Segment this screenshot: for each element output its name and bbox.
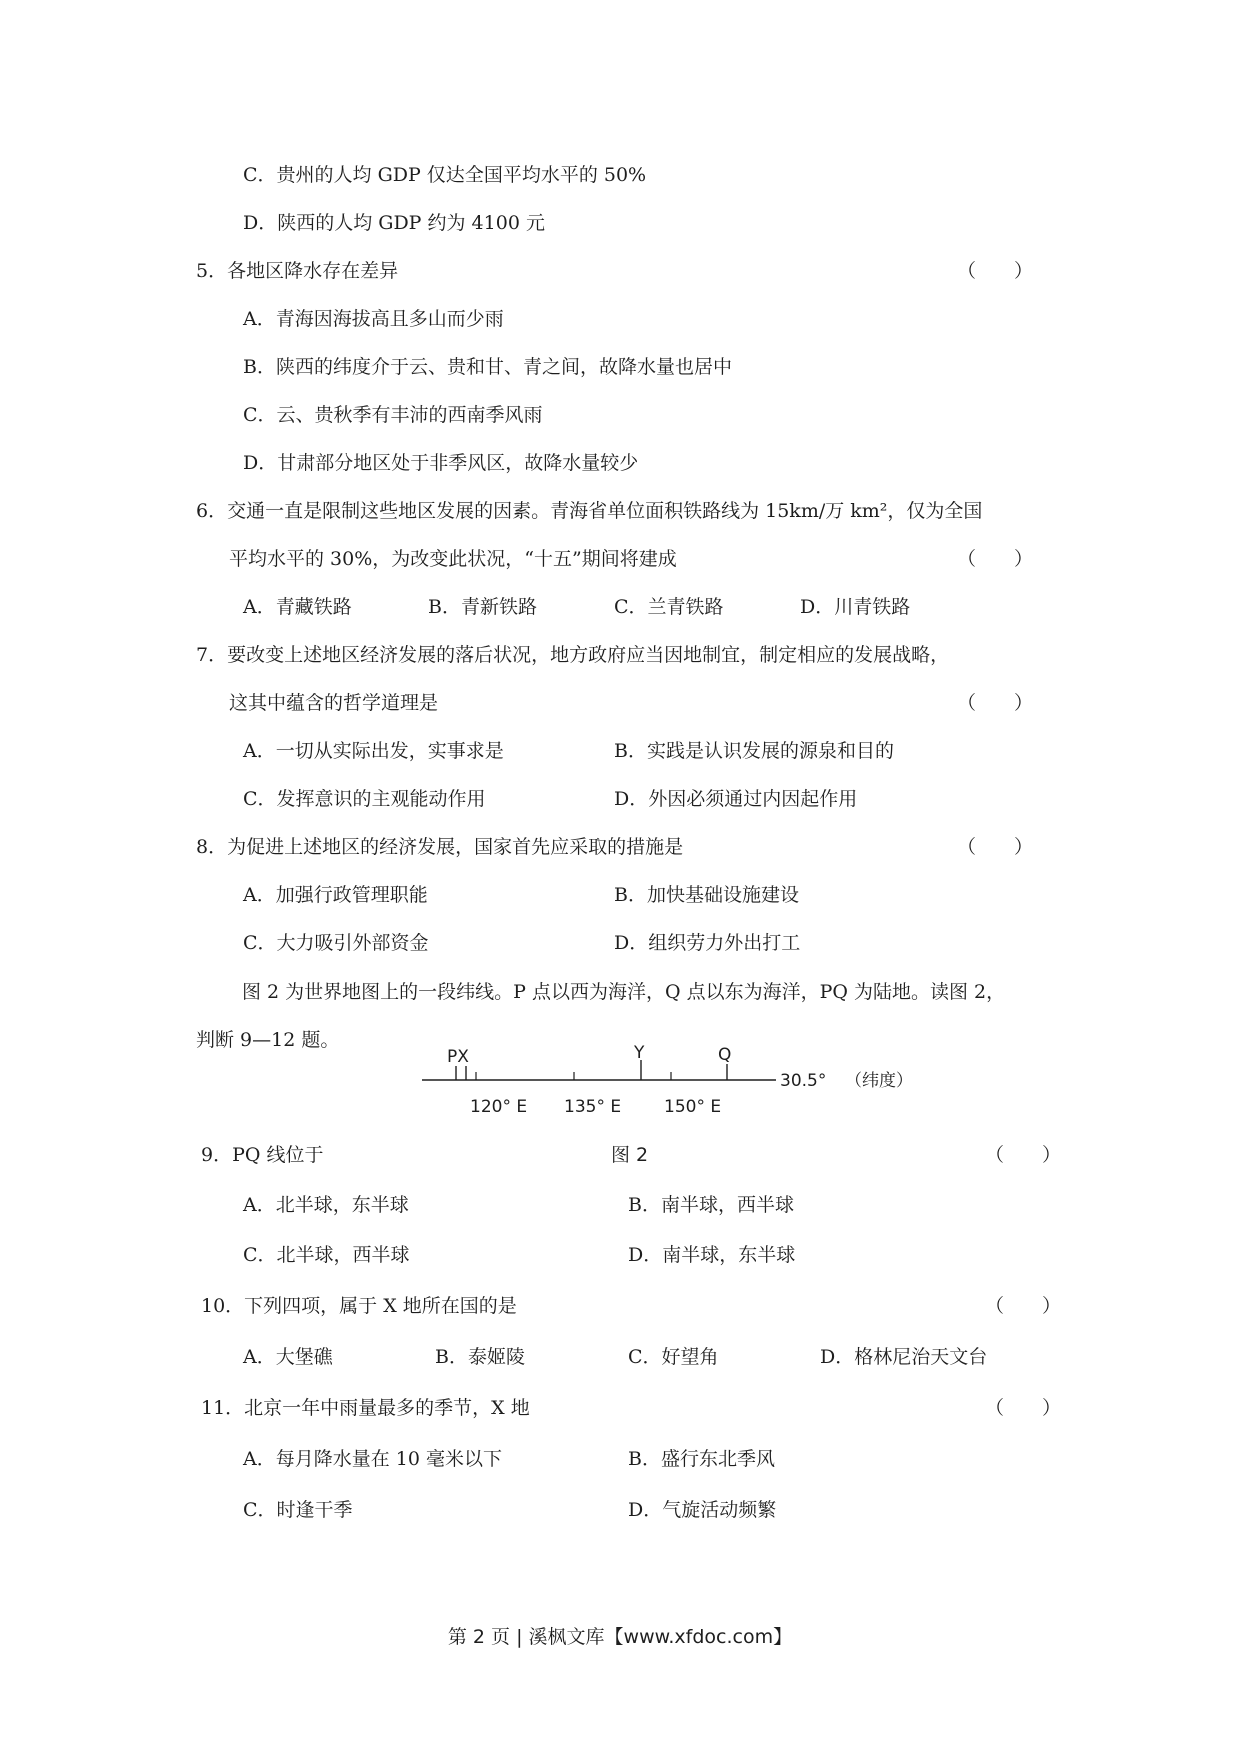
q4-option-c: C．贵州的人均 GDP 仅达全国平均水平的 50% (243, 164, 647, 186)
q6-stem-line1: 6．交通一直是限制这些地区发展的因素。青海省单位面积铁路线为 15km/万 km²，仅为全国 (196, 500, 983, 522)
q6-option-d: D．川青铁路 (800, 596, 911, 618)
page-footer: 第 2 页 | 溪枫文库【www.xfdoc.com】 (447, 1626, 793, 1648)
q5-option-b: B．陕西的纬度介于云、贵和甘、青之间，故降水量也居中 (243, 356, 732, 378)
q7-option-c: C．发挥意识的主观能动作用 (243, 788, 486, 810)
q10-option-c: C．好望角 (628, 1346, 719, 1368)
q7-stem-line1: 7．要改变上述地区经济发展的落后状况，地方政府应当因地制宜，制定相应的发展战略， (196, 644, 950, 666)
q9-option-c: C．北半球，西半球 (243, 1244, 410, 1266)
figure-intro-line1: 图 2 为世界地图上的一段纬线。P 点以西为海洋，Q 点以东为海洋，PQ 为陆地。读图 2， (242, 981, 1006, 1003)
q5-option-c: C．云、贵秋季有丰沛的西南季风雨 (243, 404, 543, 426)
label-135e: 135° E (564, 1097, 622, 1117)
q9-option-b: B．南半球，西半球 (628, 1194, 794, 1216)
q9-option-d: D．南半球，东半球 (628, 1244, 796, 1266)
q11-option-b: B．盛行东北季风 (628, 1448, 775, 1470)
q5-answer-paren: （ ） (957, 260, 1034, 282)
q6-option-c: C．兰青铁路 (614, 596, 724, 618)
q10-option-b: B．泰姬陵 (435, 1346, 525, 1368)
q5-stem: 5．各地区降水存在差异 (196, 260, 399, 282)
q8-stem: 8．为促进上述地区的经济发展，国家首先应采取的措施是 (196, 836, 684, 858)
q8-option-c: C．大力吸引外部资金 (243, 932, 429, 954)
q8-option-b: B．加快基础设施建设 (614, 884, 799, 906)
label-y: Y (634, 1043, 645, 1063)
q5-option-a: A．青海因海拔高且多山而少雨 (243, 308, 504, 330)
q6-stem-line2: 平均水平的 30%，为改变此状况，“十五”期间将建成 (229, 548, 677, 570)
q9-option-a: A．北半球，东半球 (243, 1194, 409, 1216)
q6-answer-paren: （ ） (957, 548, 1034, 570)
q8-answer-paren: （ ） (957, 836, 1034, 858)
q9-stem: 9．PQ 线位于 (201, 1144, 324, 1166)
label-px: PX (447, 1047, 469, 1067)
figure-intro-line2: 判断 9—12 题。 (196, 1029, 340, 1051)
q7-option-a: A．一切从实际出发，实事求是 (243, 740, 504, 762)
q8-option-d: D．组织劳力外出打工 (614, 932, 801, 954)
q11-option-a: A．每月降水量在 10 毫米以下 (243, 1448, 502, 1470)
q7-option-d: D．外因必须通过内因起作用 (614, 788, 858, 810)
q11-option-c: C．时逢干季 (243, 1499, 353, 1521)
label-120e: 120° E (470, 1097, 528, 1117)
q7-option-b: B．实践是认识发展的源泉和目的 (614, 740, 894, 762)
q7-stem-line2: 这其中蕴含的哲学道理是 (229, 692, 439, 714)
q6-option-a: A．青藏铁路 (243, 596, 352, 618)
q10-answer-paren: （ ） (985, 1295, 1062, 1317)
q10-option-a: A．大堡礁 (243, 1346, 333, 1368)
label-q: Q (718, 1045, 732, 1065)
q11-option-d: D．气旋活动频繁 (628, 1499, 777, 1521)
q11-stem: 11．北京一年中雨量最多的季节，X 地 (201, 1397, 530, 1419)
latitude-value: 30.5° (780, 1071, 827, 1091)
q6-option-b: B．青新铁路 (428, 596, 537, 618)
q11-answer-paren: （ ） (985, 1397, 1062, 1419)
q5-option-d: D．甘肃部分地区处于非季风区，故降水量较少 (243, 452, 639, 474)
latitude-note: （纬度） (845, 1071, 913, 1091)
q7-answer-paren: （ ） (957, 692, 1034, 714)
q8-option-a: A．加强行政管理职能 (243, 884, 428, 906)
label-150e: 150° E (664, 1097, 722, 1117)
q10-stem: 10．下列四项，属于 X 地所在国的是 (201, 1295, 517, 1317)
q4-option-d: D．陕西的人均 GDP 约为 4100 元 (243, 212, 545, 234)
q10-option-d: D．格林尼治天文台 (820, 1346, 988, 1368)
q9-answer-paren: （ ） (985, 1144, 1062, 1166)
figure-caption: 图 2 (611, 1144, 649, 1166)
